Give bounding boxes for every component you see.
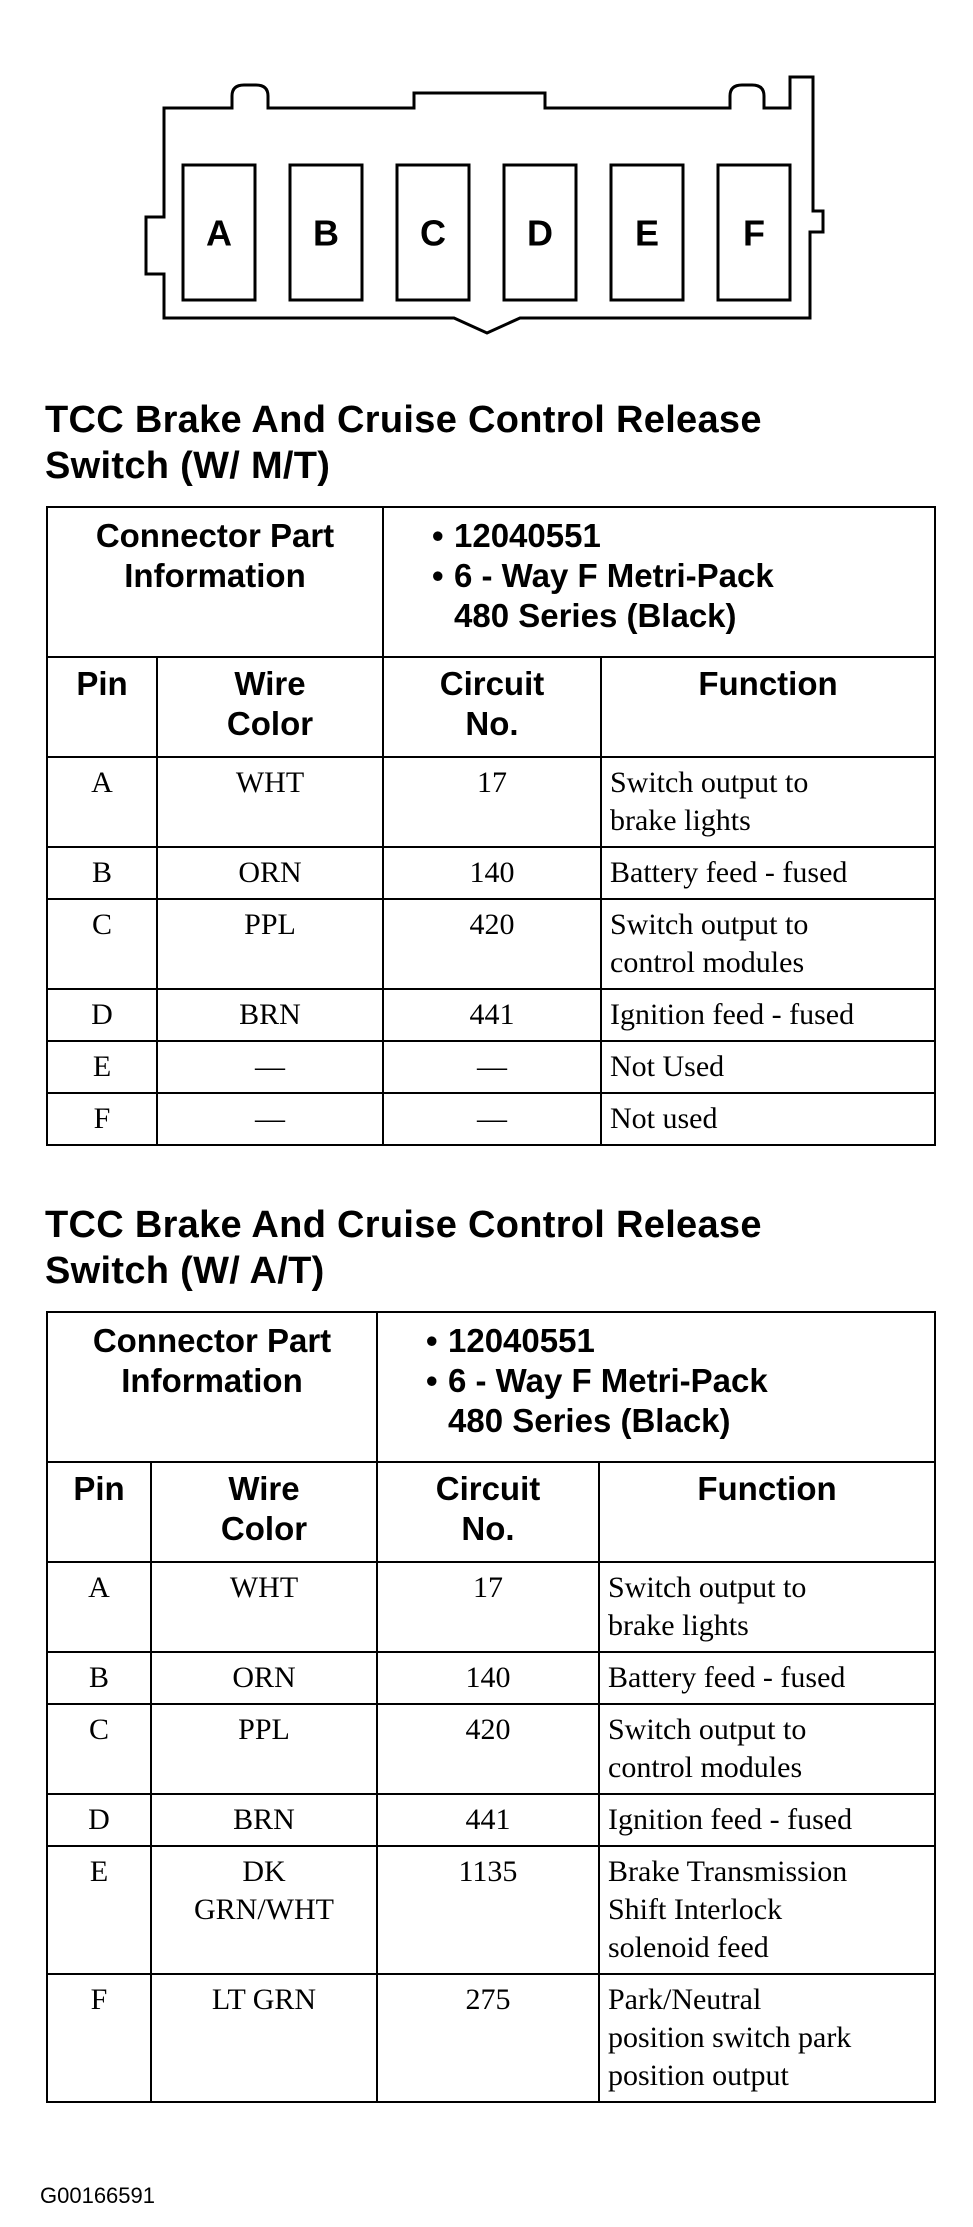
circuit-cell: 140 xyxy=(383,847,601,899)
function-cell: Ignition feed - fused xyxy=(599,1794,935,1846)
figure-id: G00166591 xyxy=(40,2183,155,2208)
connector-table-at xyxy=(46,1311,936,2103)
function-cell: Not Used xyxy=(601,1041,935,1093)
pin-letter-f: F xyxy=(743,212,765,254)
circuit-cell: 420 xyxy=(383,899,601,989)
connector-part-info: • 12040551 • 6 - Way F Metri-Pack 480 Series (Black) xyxy=(383,507,935,657)
table-row xyxy=(47,757,935,847)
connector-series: 480 Series (Black) xyxy=(448,1402,731,1439)
function-cell: Battery feed - fused xyxy=(599,1652,935,1704)
connector-type: 6 - Way F Metri-Pack xyxy=(448,1362,768,1399)
connector-type: 6 - Way F Metri-Pack xyxy=(454,557,774,594)
pin-cell: E xyxy=(47,1846,151,1974)
header-pin: Pin xyxy=(47,657,157,757)
table-row xyxy=(47,1562,935,1652)
wire-color-cell: BRN xyxy=(157,989,383,1041)
pin-cell: F xyxy=(47,1093,157,1145)
wire-color-cell: WHT xyxy=(151,1562,377,1652)
function-cell: Battery feed - fused xyxy=(601,847,935,899)
circuit-cell: 420 xyxy=(377,1704,599,1794)
pin-cell: D xyxy=(47,989,157,1041)
connector-diagram xyxy=(0,0,973,370)
circuit-cell: 140 xyxy=(377,1652,599,1704)
wire-color-cell: PPL xyxy=(157,899,383,989)
connector-part-info: • 12040551 • 6 - Way F Metri-Pack 480 Series (Black) xyxy=(377,1312,935,1462)
wire-color-cell: — xyxy=(157,1041,383,1093)
circuit-cell: — xyxy=(383,1041,601,1093)
wire-color-cell: PPL xyxy=(151,1704,377,1794)
wire-color-cell: ORN xyxy=(151,1652,377,1704)
section-title-mt: TCC Brake And Cruise Control Release Switch (W/ M/T) xyxy=(45,399,762,487)
pin-cell: A xyxy=(47,757,157,847)
pin-cell: B xyxy=(47,847,157,899)
wire-color-cell: ORN xyxy=(157,847,383,899)
pin-letter-e: E xyxy=(634,212,660,254)
pin-cell: E xyxy=(47,1041,157,1093)
function-cell: Brake Transmission Shift Interlock solenoid feed xyxy=(599,1846,935,1974)
part-number: 12040551 xyxy=(448,1322,595,1359)
table-row xyxy=(47,1846,935,1974)
connector-part-label: Connector Part Information xyxy=(47,1312,377,1462)
wire-color-cell: WHT xyxy=(157,757,383,847)
circuit-cell: 1135 xyxy=(377,1846,599,1974)
function-cell: Park/Neutral position switch park position output xyxy=(599,1974,935,2102)
header-wire-color: Wire Color xyxy=(157,657,383,757)
circuit-cell: 441 xyxy=(377,1794,599,1846)
header-circuit: Circuit No. xyxy=(383,657,601,757)
circuit-cell: 441 xyxy=(383,989,601,1041)
pin-letter-b: B xyxy=(313,212,339,254)
circuit-cell: 17 xyxy=(377,1562,599,1652)
circuit-cell: 17 xyxy=(383,757,601,847)
table-body xyxy=(47,757,935,1145)
connector-outline xyxy=(146,77,823,333)
header-circuit: Circuit No. xyxy=(377,1462,599,1562)
table-row xyxy=(47,1974,935,2102)
pin-letter-d: D xyxy=(527,212,553,254)
pin-cell: A xyxy=(47,1562,151,1652)
section-title-at: TCC Brake And Cruise Control Release Switch (W/ A/T) xyxy=(45,1204,762,1292)
table-row xyxy=(47,1704,935,1794)
header-function: Function xyxy=(601,657,935,757)
pin-cell: C xyxy=(47,899,157,989)
pin-cavities xyxy=(183,165,790,300)
function-cell: Switch output to brake lights xyxy=(601,757,935,847)
pin-cell: D xyxy=(47,1794,151,1846)
connector-series: 480 Series (Black) xyxy=(454,597,737,634)
header-wire-color: Wire Color xyxy=(151,1462,377,1562)
connector-table-mt xyxy=(46,506,936,1146)
connector-part-label: Connector Part Information xyxy=(47,507,383,657)
pin-cell: C xyxy=(47,1704,151,1794)
circuit-cell: — xyxy=(383,1093,601,1145)
table-row xyxy=(47,989,935,1041)
pin-cell: B xyxy=(47,1652,151,1704)
table-row xyxy=(47,1041,935,1093)
wire-color-cell: BRN xyxy=(151,1794,377,1846)
wire-color-cell: DK GRN/WHT xyxy=(151,1846,377,1974)
pin-letter-a: A xyxy=(206,212,232,254)
wire-color-cell: LT GRN xyxy=(151,1974,377,2102)
function-cell: Ignition feed - fused xyxy=(601,989,935,1041)
function-cell: Switch output to brake lights xyxy=(599,1562,935,1652)
table-row xyxy=(47,1652,935,1704)
header-function: Function xyxy=(599,1462,935,1562)
table-row xyxy=(47,1794,935,1846)
function-cell: Not used xyxy=(601,1093,935,1145)
pin-cell: F xyxy=(47,1974,151,2102)
function-cell: Switch output to control modules xyxy=(599,1704,935,1794)
table-row xyxy=(47,847,935,899)
table-row xyxy=(47,1093,935,1145)
table-body xyxy=(47,1562,935,2102)
table-row xyxy=(47,899,935,989)
part-number: 12040551 xyxy=(454,517,601,554)
circuit-cell: 275 xyxy=(377,1974,599,2102)
header-pin: Pin xyxy=(47,1462,151,1562)
function-cell: Switch output to control modules xyxy=(601,899,935,989)
wire-color-cell: — xyxy=(157,1093,383,1145)
pin-letter-c: C xyxy=(420,212,446,254)
